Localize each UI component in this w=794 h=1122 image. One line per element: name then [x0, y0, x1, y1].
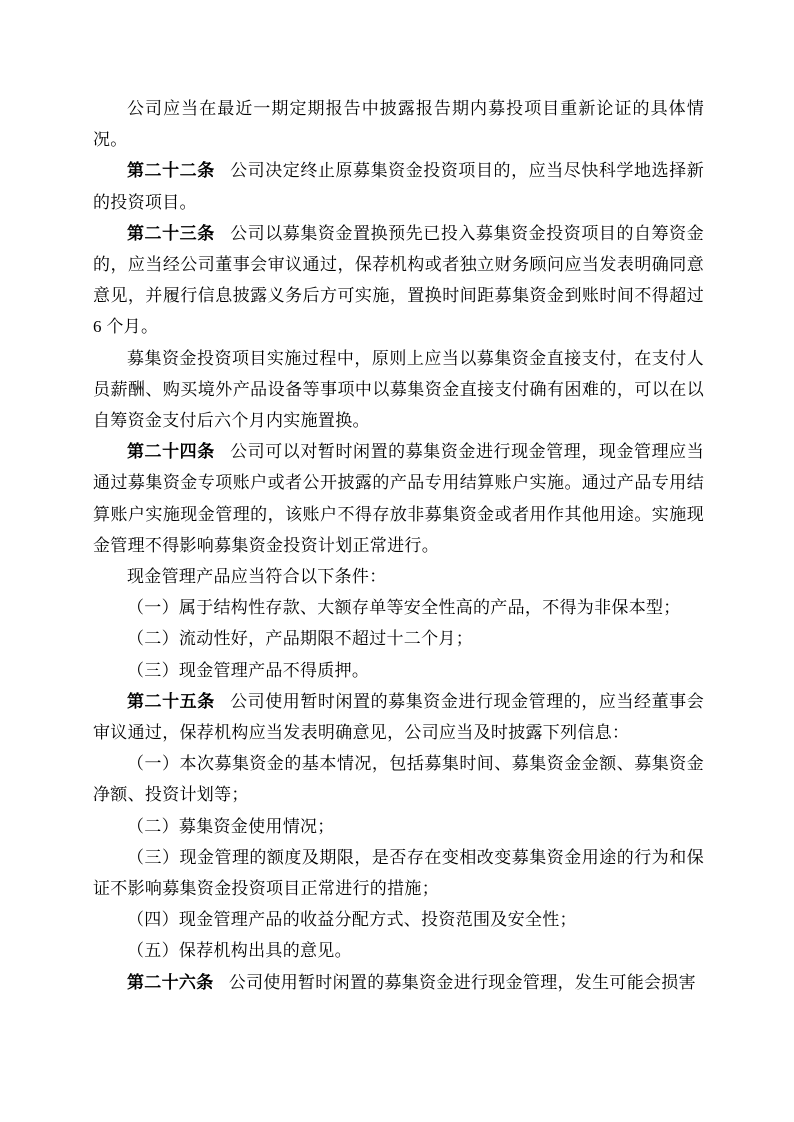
paragraph	[93, 967, 704, 998]
paragraph-text: 公司可以对暂时闲置的募集资金进行现金管理，现金管理应当通过募集资金专项账户或者公开披露的产品专用结算账户实施。通过产品专用结算账户实施现金管理的，该账户不得存放非募集资金或者用作其他用途。实施现金管理不得影响募集资金投资计划正常进行。	[93, 442, 704, 555]
paragraph	[93, 935, 704, 966]
paragraph-text: 公司决定终止原募集资金投资项目的，应当尽快科学地选择新的投资项目。	[93, 161, 704, 212]
paragraph-text: （五）保荐机构出具的意见。	[127, 941, 352, 961]
article-number: 第二十四条	[127, 442, 215, 462]
paragraph	[93, 436, 704, 561]
document-body	[93, 93, 704, 998]
paragraph-text: 公司以募集资金置换预先已投入募集资金投资项目的自筹资金的，应当经公司董事会审议通过，保荐机构或者独立财务顾问应当发表明确同意意见，并履行信息披露义务后方可实施，置换时间距募集资金到账时间不得超过 6 个月。	[93, 223, 704, 337]
paragraph	[93, 218, 704, 343]
paragraph-text: （二）流动性好，产品期限不超过十二个月；	[127, 629, 473, 649]
article-number: 第二十五条	[127, 691, 215, 711]
paragraph	[93, 155, 704, 217]
paragraph	[93, 748, 704, 810]
article-number: 第二十三条	[127, 223, 215, 243]
paragraph	[93, 93, 704, 155]
paragraph-text: 公司应当在最近一期定期报告中披露报告期内募投项目重新论证的具体情况。	[93, 99, 704, 150]
paragraph	[93, 561, 704, 592]
article-number: 第二十二条	[127, 161, 215, 181]
paragraph-text: （一）属于结构性存款、大额存单等安全性高的产品，不得为非保本型；	[127, 598, 681, 618]
paragraph-text: （二）募集资金使用情况；	[127, 816, 335, 836]
paragraph	[93, 592, 704, 623]
paragraph	[93, 686, 704, 748]
paragraph	[93, 904, 704, 935]
article-number: 第二十六条	[127, 972, 214, 992]
paragraph	[93, 655, 704, 686]
paragraph-text: 募集资金投资项目实施过程中，原则上应当以募集资金直接支付，在支付人员薪酬、购买境外产品设备等事项中以募集资金直接支付确有困难的，可以在以自筹资金支付后六个月内实施置换。	[93, 348, 704, 431]
paragraph	[93, 623, 704, 654]
paragraph	[93, 811, 704, 842]
paragraph-text: 现金管理产品应当符合以下条件：	[127, 567, 387, 587]
paragraph-text: （三）现金管理产品不得质押。	[127, 660, 370, 680]
paragraph-text: 公司使用暂时闲置的募集资金进行现金管理，发生可能会损害	[228, 972, 696, 992]
paragraph-text: 公司使用暂时闲置的募集资金进行现金管理的，应当经董事会审议通过，保荐机构应当发表明确意见，公司应当及时披露下列信息：	[93, 691, 704, 743]
paragraph	[93, 343, 704, 437]
paragraph-text: （一）本次募集资金的基本情况，包括募集时间、募集资金金额、募集资金净额、投资计划等；	[93, 754, 704, 805]
paragraph-text: （三）现金管理的额度及期限，是否存在变相改变募集资金用途的行为和保证不影响募集资金投资项目正常进行的措施；	[93, 847, 704, 899]
paragraph	[93, 842, 704, 904]
paragraph-text: （四）现金管理产品的收益分配方式、投资范围及安全性；	[127, 910, 577, 930]
